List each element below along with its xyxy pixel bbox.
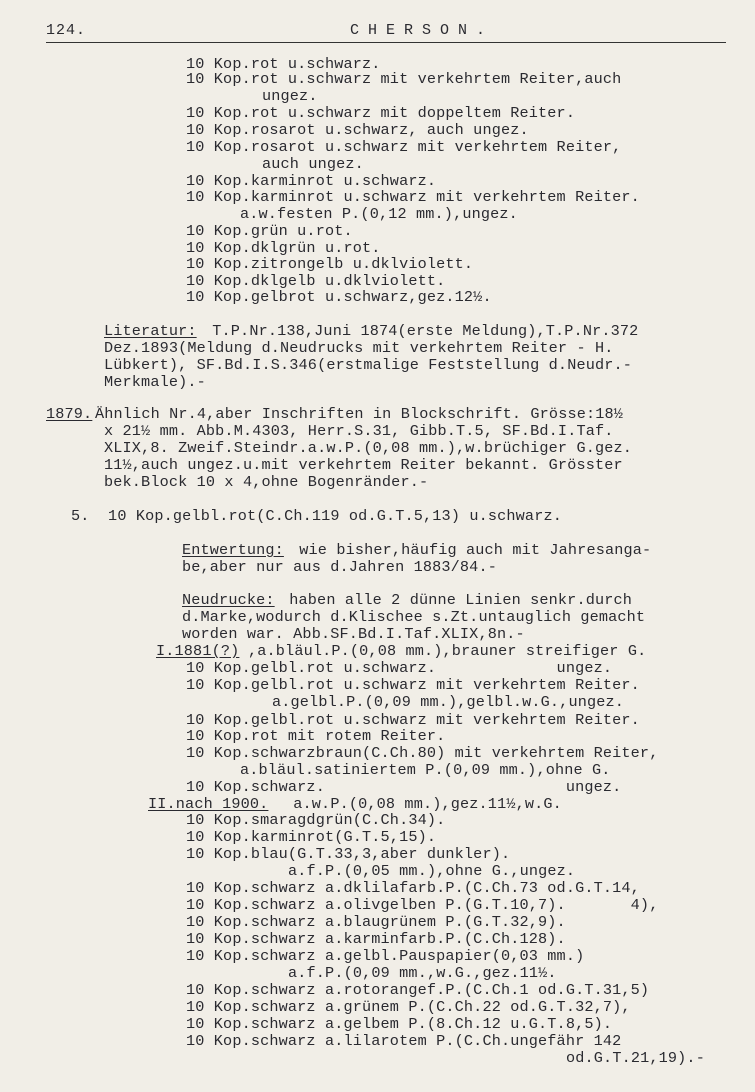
text-line: 11½,auch ungez.u.mit verkehrtem Reiter bekannt. Grösster bbox=[104, 456, 623, 474]
text-line: 10 Kop.dklgrün u.rot. bbox=[186, 239, 381, 257]
text-line: ungez. bbox=[262, 87, 318, 105]
text-line: 10 Kop.gelbl.rot u.schwarz mit verkehrtem Reiter. bbox=[186, 676, 640, 694]
page-number: 124. bbox=[46, 22, 87, 39]
text-line: 10 Kop.rot u.schwarz mit doppeltem Reiter. bbox=[186, 104, 576, 122]
text-line: be,aber nur aus d.Jahren 1883/84.- bbox=[182, 558, 497, 576]
text-line: 10 Kop.zitrongelb u.dklviolett. bbox=[186, 255, 474, 273]
text-line: wie bisher,häufig auch mit Jahresanga- bbox=[290, 541, 652, 559]
text-line: 10 Kop.rot u.schwarz mit verkehrtem Reiter,auch bbox=[186, 70, 622, 88]
text-line: 10 Kop.schwarz a.blaugrünem P.(G.T.32,9). bbox=[186, 913, 566, 931]
text-line: 10 Kop.rosarot u.schwarz mit verkehrtem Reiter, bbox=[186, 138, 622, 156]
text-line: T.P.Nr.138,Juni 1874(erste Meldung),T.P.Nr.372 bbox=[203, 322, 639, 340]
text-line: 10 Kop.grün u.rot. bbox=[186, 222, 353, 240]
running-title: CHERSON. bbox=[350, 22, 495, 39]
heading-label: Literatur: bbox=[104, 322, 197, 340]
text-line: a.w.P.(0,08 mm.),gez.11½,w.G. bbox=[284, 795, 562, 813]
text-line: 10 Kop.blau(G.T.33,3,aber dunkler). bbox=[186, 845, 511, 863]
text-line: od.G.T.21,19).- bbox=[566, 1049, 705, 1067]
text-line: worden war. Abb.SF.Bd.I.Taf.XLIX,8n.- bbox=[182, 625, 525, 643]
text-line: 10 Kop.schwarz a.gelbl.Pauspapier(0,03 mm.) bbox=[186, 947, 585, 965]
text-line: 10 Kop.smaragdgrün(C.Ch.34). bbox=[186, 811, 446, 829]
text-line: haben alle 2 dünne Linien senkr.durch bbox=[280, 591, 633, 609]
text-line: 10 Kop.rot mit rotem Reiter. bbox=[186, 727, 446, 745]
text-line: a.f.P.(0,09 mm.,w.G.,gez.11½. bbox=[288, 964, 557, 982]
text-line: 10 Kop.gelbrot u.schwarz,gez.12½. bbox=[186, 288, 492, 306]
text-line: Ähnlich Nr.4,aber Inschriften in Blockschrift. Grösse:18½ bbox=[95, 405, 624, 423]
text-line: 10 Kop.schwarz a.dklilafarb.P.(C.Ch.73 od.G.T.14, bbox=[186, 879, 640, 897]
heading-label: 1879. bbox=[46, 405, 93, 423]
text-line: 10 Kop.gelbl.rot u.schwarz. ungez. bbox=[186, 659, 613, 677]
text-line: a.w.festen P.(0,12 mm.),ungez. bbox=[240, 205, 518, 223]
heading-label: Entwertung: bbox=[182, 541, 284, 559]
text-line: bek.Block 10 x 4,ohne Bogenränder.- bbox=[104, 473, 429, 491]
text-line: 10 Kop.schwarz a.gelbem P.(8.Ch.12 u.G.T.8,5). bbox=[186, 1015, 613, 1033]
text-line: 10 Kop.schwarz. ungez. bbox=[186, 778, 622, 796]
text-line: 10 Kop.schwarzbraun(C.Ch.80) mit verkehrtem Reiter, bbox=[186, 744, 659, 762]
text-line: 5. 10 Kop.gelbl.rot(C.Ch.119 od.G.T.5,13) u.schwarz. bbox=[71, 507, 562, 525]
text-line: Dez.1893(Meldung d.Neudrucks mit verkehrtem Reiter - H. bbox=[104, 339, 614, 357]
page-header bbox=[46, 22, 726, 43]
heading-label: Neudrucke: bbox=[182, 591, 275, 609]
text-line: 10 Kop.karminrot u.schwarz mit verkehrtem Reiter. bbox=[186, 188, 640, 206]
text-line: 10 Kop.gelbl.rot u.schwarz mit verkehrtem Reiter. bbox=[186, 711, 640, 729]
text-line: a.bläul.satiniertem P.(0,09 mm.),ohne G. bbox=[240, 761, 611, 779]
text-line: x 21½ mm. Abb.M.4303, Herr.S.31, Gibb.T.5, SF.Bd.I.Taf. bbox=[104, 422, 614, 440]
text-line: 10 Kop.schwarz a.lilarotem P.(C.Ch.ungefähr 142 bbox=[186, 1032, 622, 1050]
text-line: 10 Kop.schwarz a.rotorangef.P.(C.Ch.1 od.G.T.31,5) bbox=[186, 981, 650, 999]
text-line: 10 Kop.karminrot(G.T.5,15). bbox=[186, 828, 437, 846]
text-line: ,a.bläul.P.(0,08 mm.),brauner streifiger G. bbox=[248, 642, 647, 660]
text-line: a.gelbl.P.(0,09 mm.),gelbl.w.G.,ungez. bbox=[272, 693, 625, 711]
text-line: 10 Kop.schwarz a.grünem P.(C.Ch.22 od.G.T.32,7), bbox=[186, 998, 631, 1016]
text-line: auch ungez. bbox=[262, 155, 364, 173]
heading-label: II.nach 1900. bbox=[148, 795, 269, 813]
text-line: 10 Kop.schwarz a.karminfarb.P.(C.Ch.128). bbox=[186, 930, 566, 948]
text-line: 10 Kop.dklgelb u.dklviolett. bbox=[186, 272, 446, 290]
heading-label: I.1881(?) bbox=[156, 642, 240, 660]
text-line: 10 Kop.karminrot u.schwarz. bbox=[186, 172, 437, 190]
text-line: Merkmale).- bbox=[104, 373, 206, 391]
text-line: 10 Kop.rosarot u.schwarz, auch ungez. bbox=[186, 121, 529, 139]
text-line: Lübkert), SF.Bd.I.S.346(erstmalige Feststellung d.Neudr.- bbox=[104, 356, 633, 374]
text-line: 10 Kop.rot u.schwarz. bbox=[186, 55, 381, 73]
text-line: XLIX,8. Zweif.Steindr.a.w.P.(0,08 mm.),w.brüchiger G.gez. bbox=[104, 439, 633, 457]
text-line: a.f.P.(0,05 mm.),ohne G.,ungez. bbox=[288, 862, 576, 880]
text-line: 10 Kop.schwarz a.olivgelben P.(G.T.10,7). 4), bbox=[186, 896, 659, 914]
text-line: d.Marke,wodurch d.Klischee s.Zt.untauglich gemacht bbox=[182, 608, 646, 626]
